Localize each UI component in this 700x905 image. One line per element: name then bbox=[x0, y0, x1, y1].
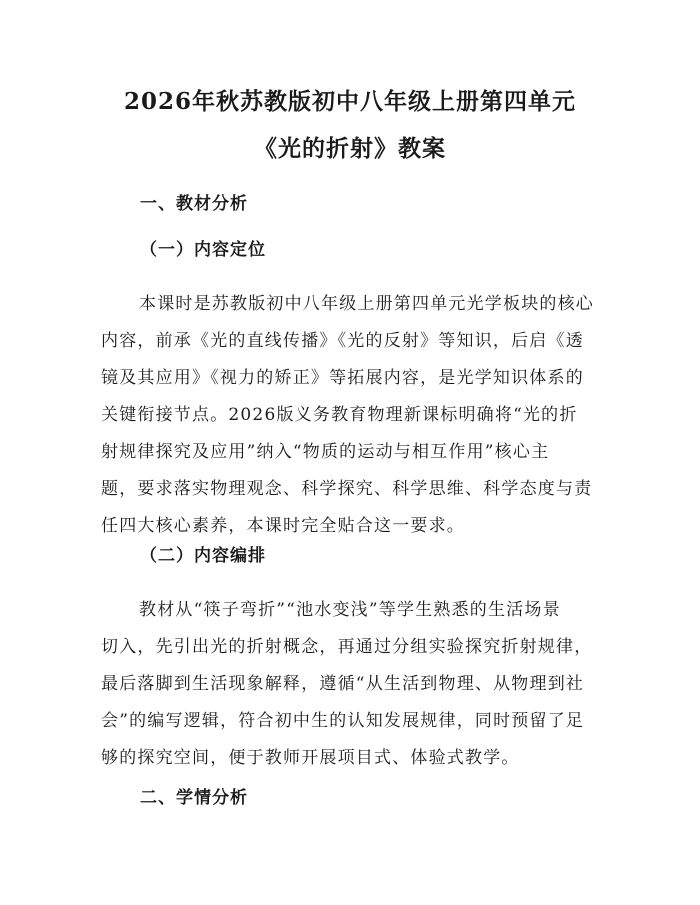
document-title-line-2: 《光的折射》教案 bbox=[254, 135, 446, 162]
paragraph-line: 本课时是苏教版初中八年级上册第四单元光学板块的核心 bbox=[139, 294, 594, 314]
subsection-heading-content-positioning: （一）内容定位 bbox=[140, 240, 266, 260]
paragraph-line: 内容，前承《光的直线传播》《光的反射》等知识，后启《透 bbox=[101, 331, 584, 351]
paragraph-line: 镜及其应用》《视力的矫正》等拓展内容，是光学知识体系的 bbox=[101, 368, 584, 388]
paragraph-line: 教材从“筷子弯折”“池水变浅”等学生熟悉的生活场景 bbox=[139, 600, 561, 620]
paragraph-line: 射规律探究及应用”纳入“物质的运动与相互作用”核心主 bbox=[101, 442, 550, 462]
section-heading-teaching-material-analysis: 一、教材分析 bbox=[140, 194, 248, 214]
paragraph-line: 会”的编写逻辑，符合初中生的认知发展规律，同时预留了足 bbox=[101, 711, 585, 731]
section-heading-learning-situation-analysis: 二、学情分析 bbox=[140, 788, 248, 808]
paragraph-line: 题，要求落实物理观念、科学探究、科学思维、科学态度与责 bbox=[101, 479, 593, 499]
paragraph-line: 关键衔接节点。2026版义务教育物理新课标明确将“光的折 bbox=[101, 405, 578, 425]
paragraph-content-positioning bbox=[101, 286, 601, 545]
subsection-heading-content-arrangement: （二）内容编排 bbox=[140, 546, 266, 566]
paragraph-line: 任四大核心素养，本课时完全贴合这一要求。 bbox=[101, 516, 465, 536]
paragraph-line: 够的探究空间，便于教师开展项目式、体验式教学。 bbox=[101, 748, 520, 768]
document-title-line-1: 2026年秋苏教版初中八年级上册第四单元 bbox=[123, 88, 576, 115]
paragraph-line: 最后落脚到生活现象解释，遵循“从生活到物理、从物理到社 bbox=[101, 674, 585, 694]
paragraph-line: 切入，先引出光的折射概念，再通过分组实验探究折射规律， bbox=[101, 637, 593, 657]
paragraph-content-arrangement bbox=[101, 592, 601, 777]
